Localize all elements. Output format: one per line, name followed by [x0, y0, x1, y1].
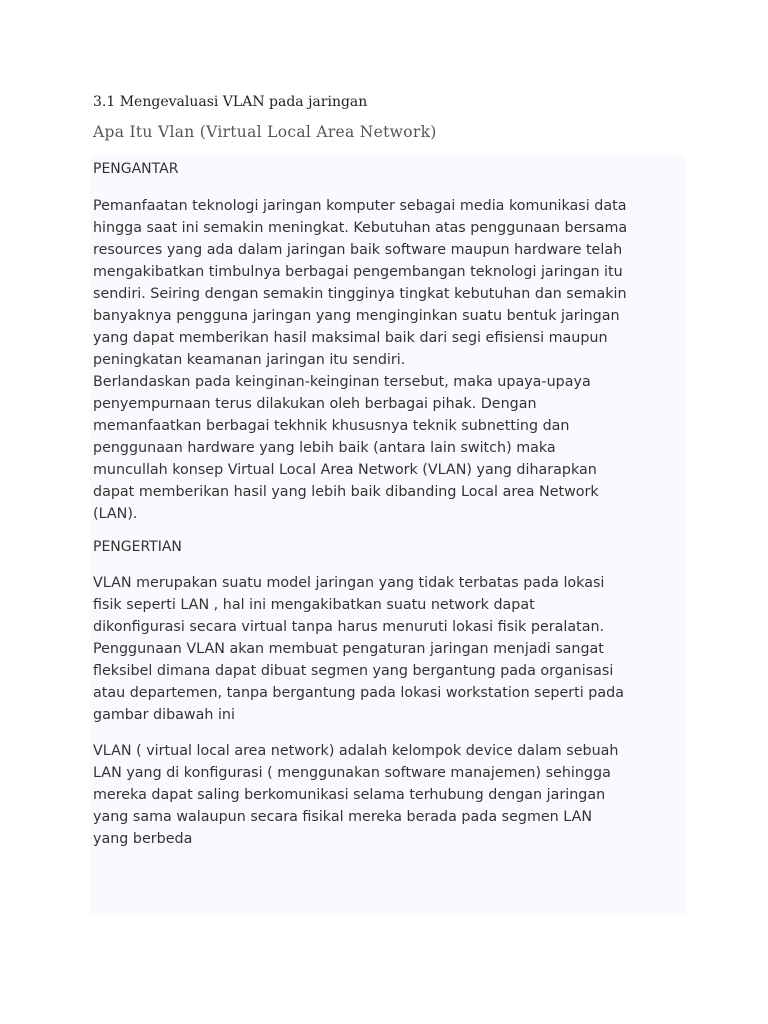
text-line: banyaknya pengguna jaringan yang menginginkan suatu bentuk jaringan [93, 308, 620, 324]
text-line: fleksibel dimana dapat dibuat segmen yang bergantung pada organisasi [93, 663, 614, 679]
text-line: yang berbeda [93, 831, 193, 847]
text-line: peningkatan keamanan jaringan itu sendiri. [93, 352, 406, 368]
text-line: atau departemen, tanpa bergantung pada lokasi workstation seperti pada [93, 685, 624, 701]
text-line: penyempurnaan terus dilakukan oleh berbagai pihak. Dengan [93, 396, 537, 412]
text-line: VLAN merupakan suatu model jaringan yang tidak terbatas pada lokasi [93, 575, 605, 591]
page-title: Apa Itu Vlan (Virtual Local Area Network) [93, 123, 437, 141]
pengertian-paragraph-2 [93, 740, 618, 850]
text-line: mengakibatkan timbulnya berbagai pengembangan teknologi jaringan itu [93, 264, 623, 280]
text-line: Berlandaskan pada keinginan-keinginan tersebut, maka upaya-upaya [93, 374, 591, 390]
text-line: yang dapat memberikan hasil maksimal baik dari segi efisiensi maupun [93, 330, 608, 346]
text-line: dapat memberikan hasil yang lebih baik dibanding Local area Network [93, 484, 599, 500]
section-heading: 3.1 Mengevaluasi VLAN pada jaringan [93, 94, 368, 110]
pengantar-label: PENGANTAR [93, 161, 179, 177]
text-line: dikonfigurasi secara virtual tanpa harus menuruti lokasi fisik peralatan. [93, 619, 605, 635]
text-line: gambar dibawah ini [93, 707, 235, 723]
text-line: Pemanfaatan teknologi jaringan komputer sebagai media komunikasi data [93, 198, 627, 214]
text-line: penggunaan hardware yang lebih baik (antara lain switch) maka [93, 440, 556, 456]
text-line: hingga saat ini semakin meningkat. Kebutuhan atas penggunaan bersama [93, 220, 628, 236]
text-line: LAN yang di konfigurasi ( menggunakan software manajemen) sehingga [93, 765, 611, 781]
text-line: sendiri. Seiring dengan semakin tingginya tingkat kebutuhan dan semakin [93, 286, 627, 302]
text-line: yang sama walaupun secara fisikal mereka berada pada segmen LAN [93, 809, 593, 825]
text-line: Penggunaan VLAN akan membuat pengaturan jaringan menjadi sangat [93, 641, 604, 657]
pengertian-paragraph-1 [93, 572, 624, 726]
pengantar-paragraph [93, 195, 627, 525]
text-line: (LAN). [93, 506, 138, 522]
text-line: memanfaatkan berbagai tekhnik khususnya teknik subnetting dan [93, 418, 570, 434]
text-line: muncullah konsep Virtual Local Area Network (VLAN) yang diharapkan [93, 462, 597, 478]
pengertian-label: PENGERTIAN [93, 539, 182, 555]
text-line: mereka dapat saling berkomunikasi selama terhubung dengan jaringan [93, 787, 606, 803]
text-line: resources yang ada dalam jaringan baik software maupun hardware telah [93, 242, 623, 258]
text-line: VLAN ( virtual local area network) adalah kelompok device dalam sebuah [93, 743, 619, 759]
text-line: fisik seperti LAN , hal ini mengakibatkan suatu network dapat [93, 597, 535, 613]
